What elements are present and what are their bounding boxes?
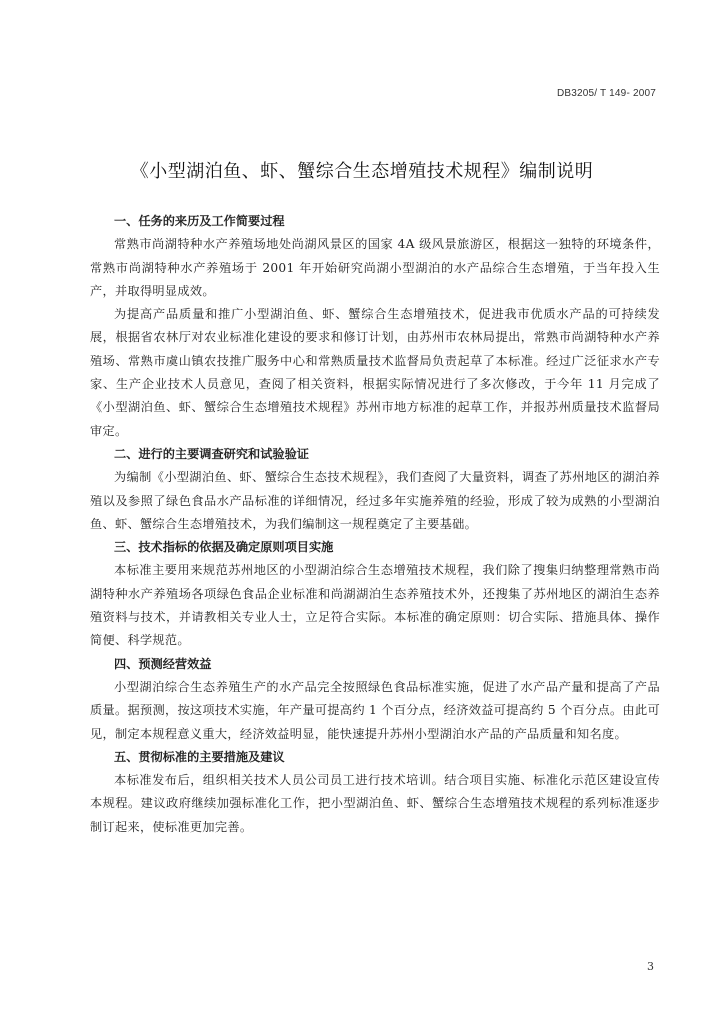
section-5	[90, 746, 660, 839]
page-number: 3	[647, 960, 654, 973]
paragraph: 为提高产品质量和推广小型湖泊鱼、虾、蟹综合生态增殖技术，促进我市优质水产品的可持续发展，根据省农林厅对农业标准化建设的要求和修订计划，由苏州市农林局提出，常熟市尚湖特种水产养殖场、常熟市虞山镇农技推广服务中心和常熟质量技术监督局负责起草了本标准。经过广泛征求水产专家、生产企业技术人员意见，查阅了相关资料，根据实际情况进行了多次修改，于今年 11 月完成了《小型湖泊鱼、虾、蟹综合生态增殖技术规程》苏州市地方标准的起草工作，并报苏州质量技术监督局审定。	[90, 307, 660, 438]
section-4	[90, 653, 660, 746]
section-heading: 四、预测经营效益	[114, 656, 212, 671]
section-heading: 二、进行的主要调查研究和试验验证	[114, 446, 309, 461]
paragraph: 常熟市尚湖特种水产养殖场地处尚湖风景区的国家 4A 级风景旅游区，根据这一独特的环境条件，常熟市尚湖特种水产养殖场于 2001 年开始研究尚湖小型湖泊的水产品综合生态增殖，于当年投入生产，并取得明显成效。	[90, 237, 660, 298]
document-body	[90, 210, 660, 839]
section-heading: 一、任务的来历及工作简要过程	[114, 214, 285, 228]
paragraph: 为编制《小型湖泊鱼、虾、蟹综合生态技术规程》，我们查阅了大量资料，调查了苏州地区的湖泊养殖以及参照了绿色食品水产品标准的详细情况，经过多年实施养殖的经验，形成了较为成熟的小型湖泊鱼、虾、蟹综合生态增殖技术，为我们编制这一规程奠定了主要基础。	[90, 470, 660, 531]
section-2	[90, 443, 660, 536]
document-title: 《小型湖泊鱼、虾、蟹综合生态增殖技术规程》编制说明	[130, 161, 594, 182]
section-heading: 五、贯彻标准的主要措施及建议	[114, 749, 285, 764]
section-heading: 三、技术指标的依据及确定原则项目实施	[114, 540, 334, 555]
paragraph: 本标准主要用来规范苏州地区的小型湖泊综合生态增殖技术规程，我们除了搜集归纳整理常熟市尚湖特种水产养殖场各项绿色食品企业标准和尚湖湖泊生态养殖技术外，还搜集了苏州地区的湖泊生态养殖资料与技术，并请教相关专业人士，立足符合实际。本标准的确定原则：切合实际、措施具体、操作简便、科学规范。	[90, 563, 660, 648]
section-3	[90, 536, 660, 652]
section-1	[90, 210, 660, 443]
paragraph: 小型湖泊综合生态养殖生产的水产品完全按照绿色食品标准实施，促进了水产品产量和提高了产品质量。据预测，按这项技术实施，年产量可提高约 1 个百分点，经济效益可提高约 5 个百分点。由此可见，制定本规程意义重大，经济效益明显，能快速提升苏州小型湖泊水产品的产品质量和知名度。	[90, 679, 660, 741]
paragraph: 本标准发布后，组织相关技术人员公司员工进行技术培训。结合项目实施、标准化示范区建设宣传本规程。建议政府继续加强标准化工作，把小型湖泊鱼、虾、蟹综合生态增殖技术规程的系列标准逐步制订起来，使标准更加完善。	[90, 773, 660, 834]
document-code: DB3205/ T 149- 2007	[556, 88, 656, 99]
